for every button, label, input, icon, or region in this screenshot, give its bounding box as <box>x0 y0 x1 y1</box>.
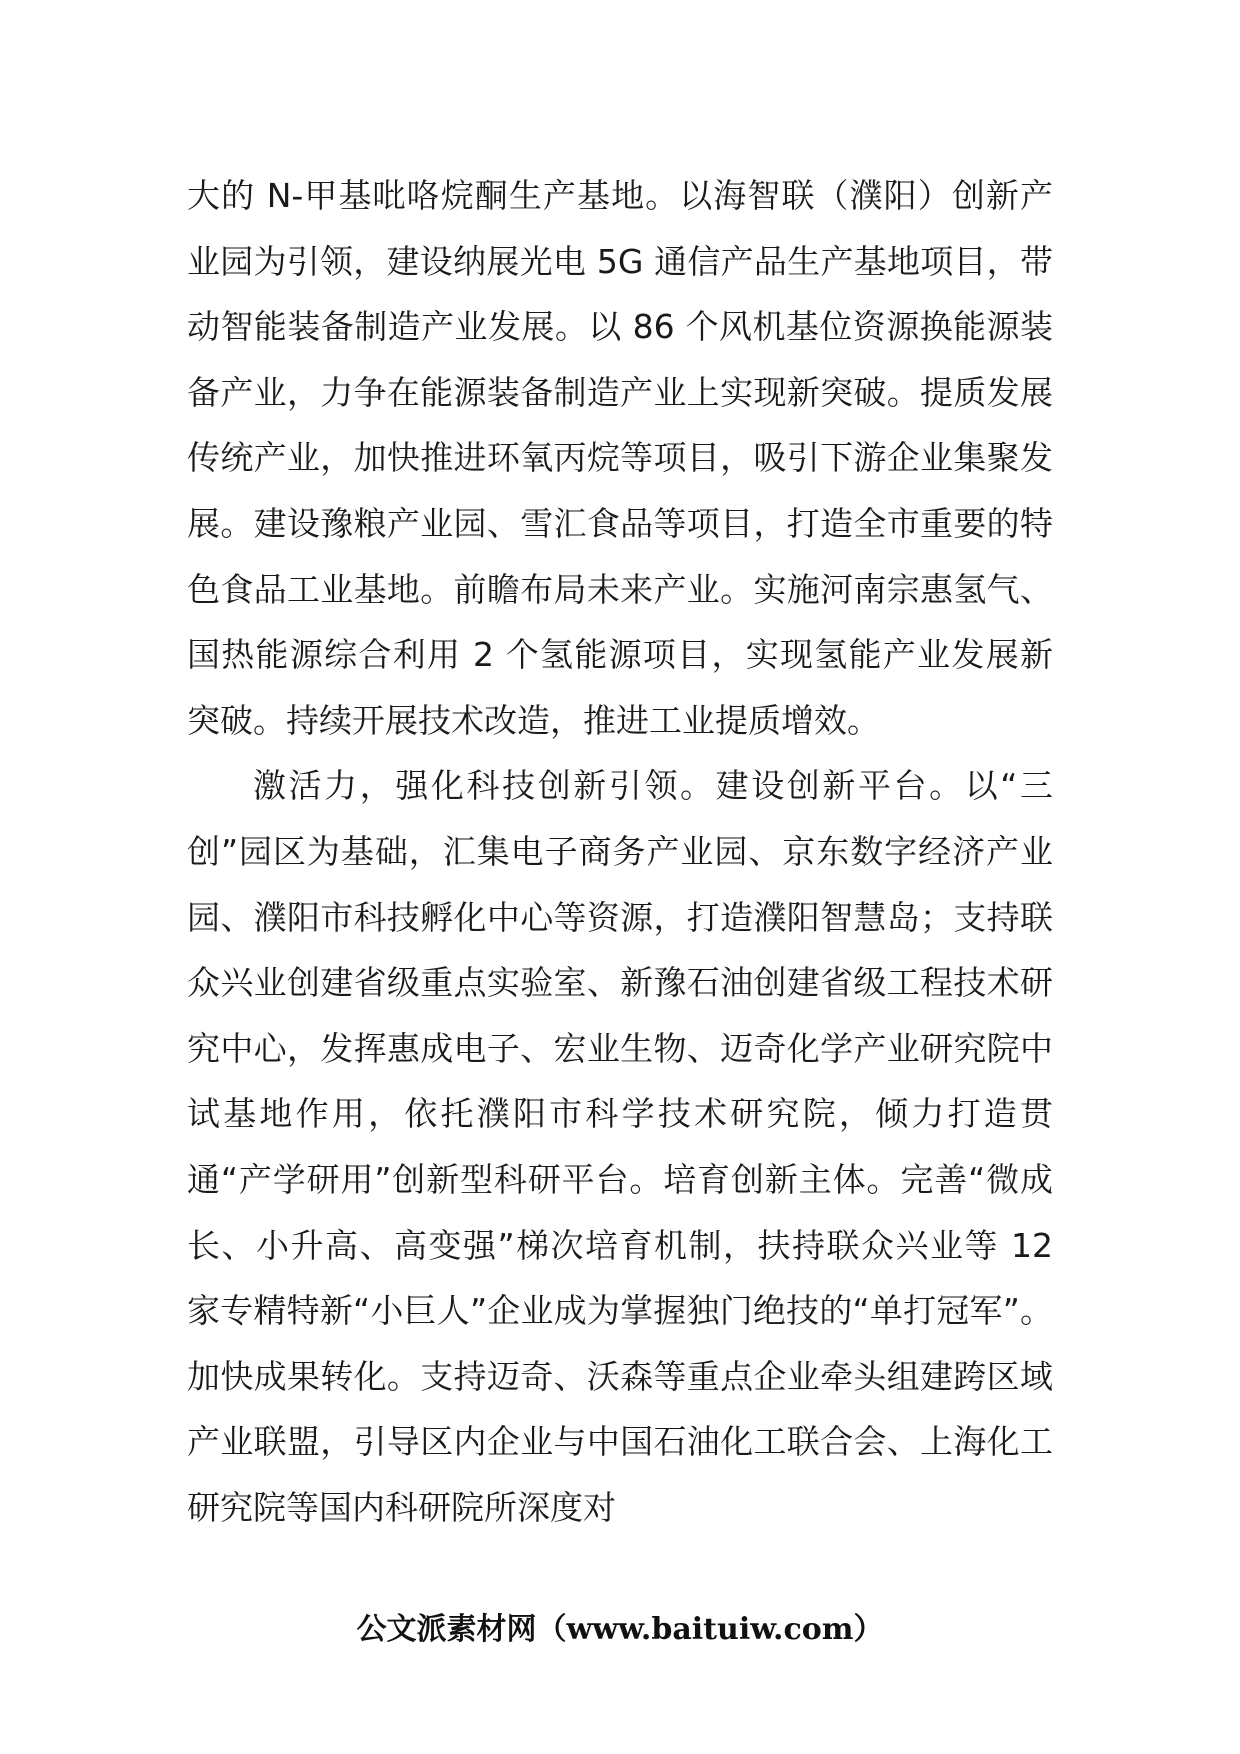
document-body <box>187 163 1053 1540</box>
body-paragraph-2: 激活力，强化科技创新引领。建设创新平台。以“三创”园区为基础，汇集电子商务产业园、京东数字经济产业园、濮阳市科技孵化中心等资源，打造濮阳智慧岛；支持联众兴业创建省级重点实验室、新豫石油创建省级工程技术研究中心，发挥惠成电子、宏业生物、迈奇化学产业研究院中试基地作用，依托濮阳市科学技术研究院，倾力打造贯通“产学研用”创新型科研平台。培育创新主体。完善“微成长、小升高、高变强”梯次培育机制，扶持联众兴业等 12 家专精特新“小巨人”企业成为掌握独门绝技的“单打冠军”。加快成果转化。支持迈奇、沃森等重点企业牵头组建跨区域产业联盟，引导区内企业与中国石油化工联合会、上海化工研究院等国内科研院所深度对 <box>187 766 1053 1527</box>
body-paragraph-1: 大的 N-甲基吡咯烷酮生产基地。以海智联（濮阳）创新产业园为引领，建设纳展光电 5G 通信产品生产基地项目，带动智能装备制造产业发展。以 86 个风机基位资源换能源装备产业，力争在能源装备制造产业上实现新突破。提质发展传统产业，加快推进环氧丙烷等项目，吸引下游企业集聚发展。建设豫粮产业园、雪汇食品等项目，打造全市重要的特色食品工业基地。前瞻布局未来产业。实施河南宗惠氢气、国热能源综合利用 2 个氢能源项目，实现氢能产业发展新突破。持续开展技术改造，推进工业提质增效。 <box>187 176 1053 740</box>
page-footer-watermark: 公文派素材网（www.baituiw.com） <box>356 1612 884 1647</box>
